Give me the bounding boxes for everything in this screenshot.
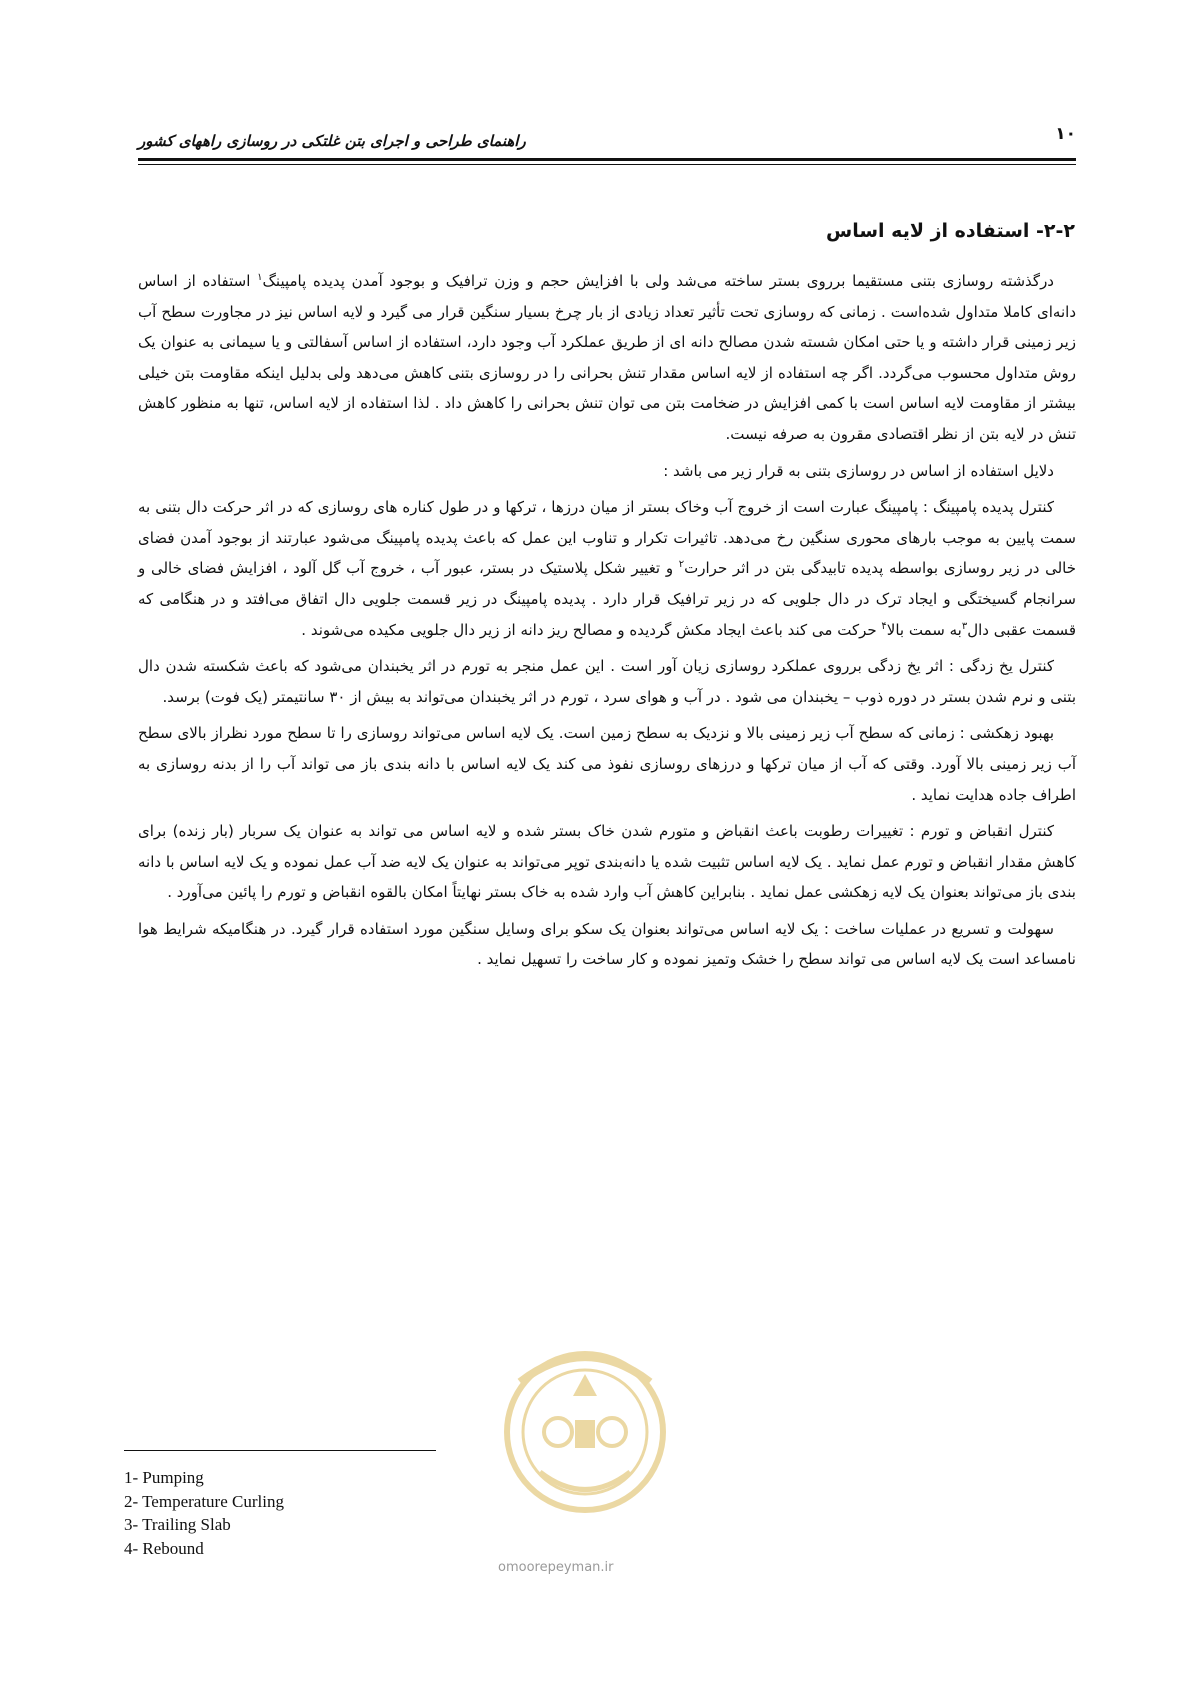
- paragraph-construction: سهولت و تسریع در عملیات ساخت : یک لایه اساس می‌تواند بعنوان یک سکو برای وسایل سنگین مورد استفاده قرار گیرد. در هنگامیکه شرایط هوا نامساعد است یک لایه اساس می تواند سطح را خشک وتمیز نموده و کار ساخت را تسهیل نماید .: [138, 919, 1076, 969]
- footnotes: [124, 1466, 284, 1560]
- footnote-ref-2: ۲: [678, 559, 685, 571]
- footnote-item: 3- Trailing Slab: [124, 1515, 231, 1534]
- paragraph-intro: درگذشته روسازی بتنی مستقیما برروی بستر ساخته می‌شد ولی با افزایش حجم و وزن ترافیک و بوجود آمدن پدیده پامپینگ$^۱$ استفاده از اساس دانه‌ای کاملا متداول شده‌است . زمانی که روسازی تحت تأثیر تعداد زیادی از بار چرخ بسیار سنگین قرار می گیرد و لایه اساس نیز در مجاورت سطح آب زیر زمینی قرار داشته و یا حتی امکان شسته شدن مصالح دانه ای از طریق عملکرد آب وجود دارد، استفاده از اساس آسفالتی و یا سیمانی به عنوان یک روش متداول محسوب می‌گردد. اگر چه استفاده از لایه اساس مقدار تنش بحرانی را در روسازی بتنی کاهش می‌دهد ولی بدلیل اینکه مقاومت بتن خیلی بیشتر از مقاومت لایه اساس است با کمی افزایش در ضخامت بتن می توان تنش بحرانی را کاهش داد . لذا استفاده از لایه اساس، تنها به منظور کاهش تنش در لایه بتن از نظر اقتصادی مقرون به صرفه نیست.: [138, 272, 1076, 443]
- header-rule-thin: [138, 164, 1076, 165]
- page-number: ۱۰: [1055, 124, 1076, 144]
- body-text: [138, 266, 1076, 981]
- footnote-item: 1- Pumping: [124, 1468, 204, 1487]
- footnote-item: 4- Rebound: [124, 1538, 204, 1558]
- paragraph-shrink-swell: کنترل انقباض و تورم : تغییرات رطوبت باعث انقباض و متورم شدن خاک بستر شده و لایه اساس می تواند به عنوان یک سربار (بار زنده) برای کاهش مقدار انقباض و تورم عمل نماید . یک لایه اساس تثبیت شده یا دانه‌بندی توپر می‌تواند به عنوان یک لایه ضد آب عمل نموده و یک لایه اساس با دانه بندی باز می‌تواند بعنوان یک لایه زهکشی عمل نماید . بنابراین کاهش آب وارد شده به خاک بستر نهایتاً امکان بالقوه انقباض و تورم را پائین می‌آورد .: [138, 822, 1076, 902]
- paragraph-pumping-control: کنترل پدیده پامپینگ : پامپینگ عبارت است از خروج آب وخاک بستر از میان درزها ، ترکها و در طول کناره های روسازی که در اثر حرکت دال بتنی به سمت پایین به موجب بارهای محوری سنگین رخ می‌دهد. تاثیرات تکرار و تناوب این عمل که باعث پدیده پامپینگ می‌شود عبارتند از بوجود آمدن فضای خالی در زیر روسازی بواسطه پدیده تابیدگی بتن در اثر حرارت$^۲$ و تغییر شکل پلاستیک در بستر، عبور آب ، خروج آب گل آلود ، افزایش فضای خالی و سرانجام گسیختگی و ایجاد ترک در دال جلویی که در زیر ترافیک قرار دارد . پدیده پامپینگ در زیر قسمت جلویی دال اتفاق می‌افتد و در هنگامی که قسمت عقبی دال$^۳$به سمت بالا$^۴$ حرکت می کند باعث ایجاد مکش گردیده و مصالح ریز دانه از زیر دال جلویی مکیده می‌شوند .: [138, 498, 1076, 639]
- footnote-ref-4: ۴: [881, 620, 887, 632]
- footnote-item: 2- Temperature Curling: [124, 1491, 284, 1511]
- paragraph-frost-control: کنترل یخ زدگی : اثر یخ زدگی برروی عملکرد روسازی زیان آور است . این عمل منجر به تورم در اثر یخبندان می‌شود که باعث شکسته شدن دال بتنی و نرم شدن بستر در دوره ذوب – یخبندان می شود . در آب و هوای سرد ، تورم در اثر یخبندان می‌تواند به بیش از ۳۰ سانتیمتر (یک فوت) برسد.: [138, 657, 1076, 706]
- watermark-caption: omoorepeyman.ir: [498, 1560, 614, 1575]
- footnote-ref-1: ۱: [257, 272, 263, 283]
- footnote-ref-3: ۳: [961, 620, 968, 632]
- page-header: [138, 118, 1076, 174]
- footnote-rule: [124, 1450, 436, 1451]
- header-rule-thick: [138, 158, 1076, 161]
- watermark-seal: [480, 1322, 690, 1572]
- paragraph-drainage: بهبود زهکشی : زمانی که سطح آب زیر زمینی بالا و نزدیک به سطح زمین است. یک لایه اساس می‌تواند روسازی را تا سطح مورد نظراز بالای سطح آب زیر زمینی بالا آورد. وقتی که آب از میان ترکها و درزهای روسازی نفوذ می کند یک لایه اساس با دانه بندی باز می تواند آب را از بدنه روسازی به اطراف جاده هدایت نماید .: [138, 724, 1076, 804]
- paragraph-reasons-intro: دلایل استفاده از اساس در روسازی بتنی به قرار زیر می باشد :: [663, 461, 1054, 480]
- running-title: راهنمای طراحی و اجرای بتن غلتکی در روسازی راههای کشور: [138, 132, 526, 150]
- section-title: ۲-۲- استفاده از لایه اساس: [826, 220, 1075, 242]
